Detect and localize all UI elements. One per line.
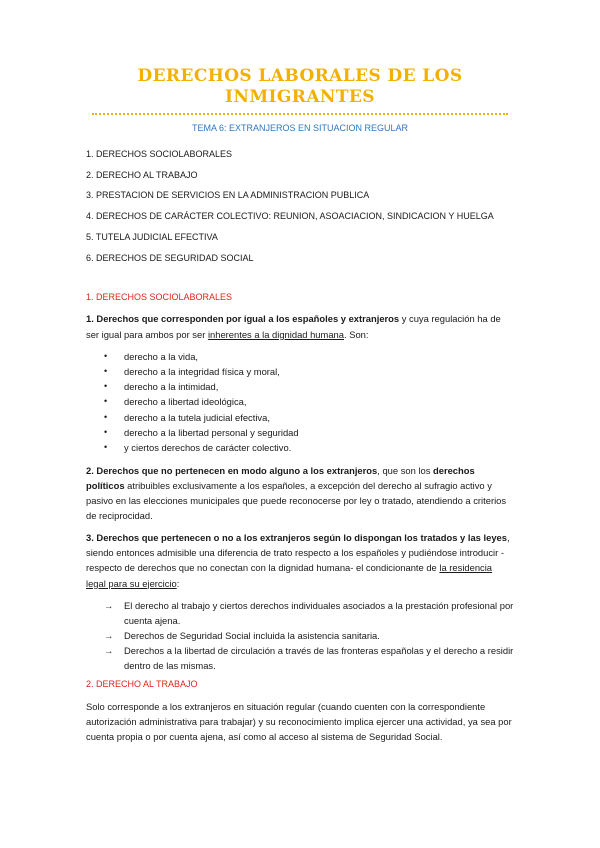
list-item-text: derecho a la vida, (124, 350, 199, 362)
paragraph-text: y cuya regulación ha de ser igual para ambos por ser (86, 313, 501, 340)
bullet-icon: • (104, 441, 108, 452)
table-of-contents (86, 149, 514, 264)
paragraph-derecho-trabajo: Solo corresponde a los extranjeros en situación regular (cuando cuenten con la correspondiente autorización administrativa para trabajar) y su reconocimiento implica ejercer una actividad, ya sea por cuenta propia o por cuenta ajena, así como al acceso al sistema de Seguridad Social. (86, 700, 512, 742)
list-item (102, 598, 514, 628)
bold-lead: 1. Derechos que corresponden por igual a los españoles y extranjeros (86, 313, 400, 325)
paragraph-derechos-condicionados (86, 530, 514, 590)
list-item-text: derecho a la integridad física y moral, (124, 365, 280, 377)
bullet-icon: • (104, 350, 108, 361)
list-item-text: Derechos de Seguridad Social incluida la asistencia sanitaria. (124, 629, 380, 641)
list-item-text: y ciertos derechos de carácter colectivo. (124, 441, 292, 453)
list-item (102, 394, 514, 409)
list-item-text: derecho a la intimidad, (124, 381, 219, 393)
bullet-icon: • (104, 426, 108, 437)
rights-bullet-list (86, 349, 514, 456)
toc-item: 5. TUTELA JUDICIAL EFECTIVA (86, 232, 218, 243)
document-title: DERECHOS LABORALES DE LOS INMIGRANTES (137, 66, 463, 108)
bullet-icon: • (104, 365, 108, 376)
list-item-text: derecho a la libertad personal y seguridad (124, 426, 299, 438)
list-item (102, 349, 514, 364)
paragraph-derechos-iguales (86, 311, 514, 341)
bold-lead: 2. Derechos que no pertenecen en modo alguno a los extranjeros (86, 465, 378, 477)
list-item-text: derecho a libertad ideológica, (124, 396, 247, 408)
title-dotted-underline (92, 113, 508, 115)
paragraph-text: atribuibles exclusivamente a los españoles, a excepción del derecho al sufragio activo y pasivo en las elecciones municipales que puede reconocerse por ley o tratado, atendiendo a criterios de reciprocidad. (86, 480, 507, 522)
arrow-right-icon: → (104, 644, 114, 656)
arrow-right-icon: → (104, 599, 114, 611)
arrow-right-icon: → (104, 629, 114, 641)
list-item (102, 643, 514, 673)
conditioned-rights-list (86, 598, 514, 673)
toc-item: 2. DERECHO AL TRABAJO (86, 169, 198, 180)
bold-term: derechos políticos (86, 465, 475, 492)
list-item (102, 410, 514, 425)
list-item (102, 379, 514, 394)
paragraph-text: , que son los (377, 465, 433, 477)
list-item (102, 440, 514, 455)
list-item (102, 425, 514, 440)
list-item-text: El derecho al trabajo y ciertos derechos individuales asociados a la prestación profesional por cuenta ajena. (124, 599, 514, 626)
bullet-icon: • (104, 411, 108, 422)
underlined-text: inherentes a la dignidad humana (207, 328, 344, 340)
paragraph-text: , siendo entonces admisible una diferencia de trato respecto a los españoles y pudiéndose introducir -respecto de derechos que no conectan con la dignidad humana- el condicionante de (86, 532, 510, 574)
section-heading-sociolaborales: 1. DERECHOS SOCIOLABORALES (86, 291, 233, 302)
section-heading-derecho-trabajo: 2. DERECHO AL TRABAJO (86, 678, 198, 689)
document-subtitle: TEMA 6: EXTRANJEROS EN SITUACION REGULAR (191, 122, 409, 133)
bullet-icon: • (104, 381, 108, 392)
toc-item: 6. DERECHOS DE SEGURIDAD SOCIAL (86, 252, 254, 263)
underlined-text: la residencia legal para su ejercicio (86, 562, 493, 589)
bold-lead: 3. Derechos que pertenecen o no a los extranjeros según lo dispongan los tratados y las leyes (86, 532, 507, 544)
list-item-text: Derechos a la libertad de circulación a través de las fronteras españolas y el derecho a residir dentro de las mismas. (124, 644, 514, 671)
list-item-text: derecho a la tutela judicial efectiva, (124, 411, 270, 423)
toc-item: 4. DERECHOS DE CARÁCTER COLECTIVO: REUNION, ASOACIACION, SINDICACION Y HUELGA (86, 211, 494, 222)
paragraph-derechos-politicos (86, 463, 514, 523)
toc-item: 1. DERECHOS SOCIOLABORALES (86, 148, 233, 159)
toc-item: 3. PRESTACION DE SERVICIOS EN LA ADMINISTRACION PUBLICA (86, 190, 370, 201)
list-item (102, 364, 514, 379)
bullet-icon: • (104, 396, 108, 407)
list-item (102, 628, 514, 643)
paragraph-text: . Son: (343, 328, 369, 340)
paragraph-text: : (176, 577, 180, 589)
